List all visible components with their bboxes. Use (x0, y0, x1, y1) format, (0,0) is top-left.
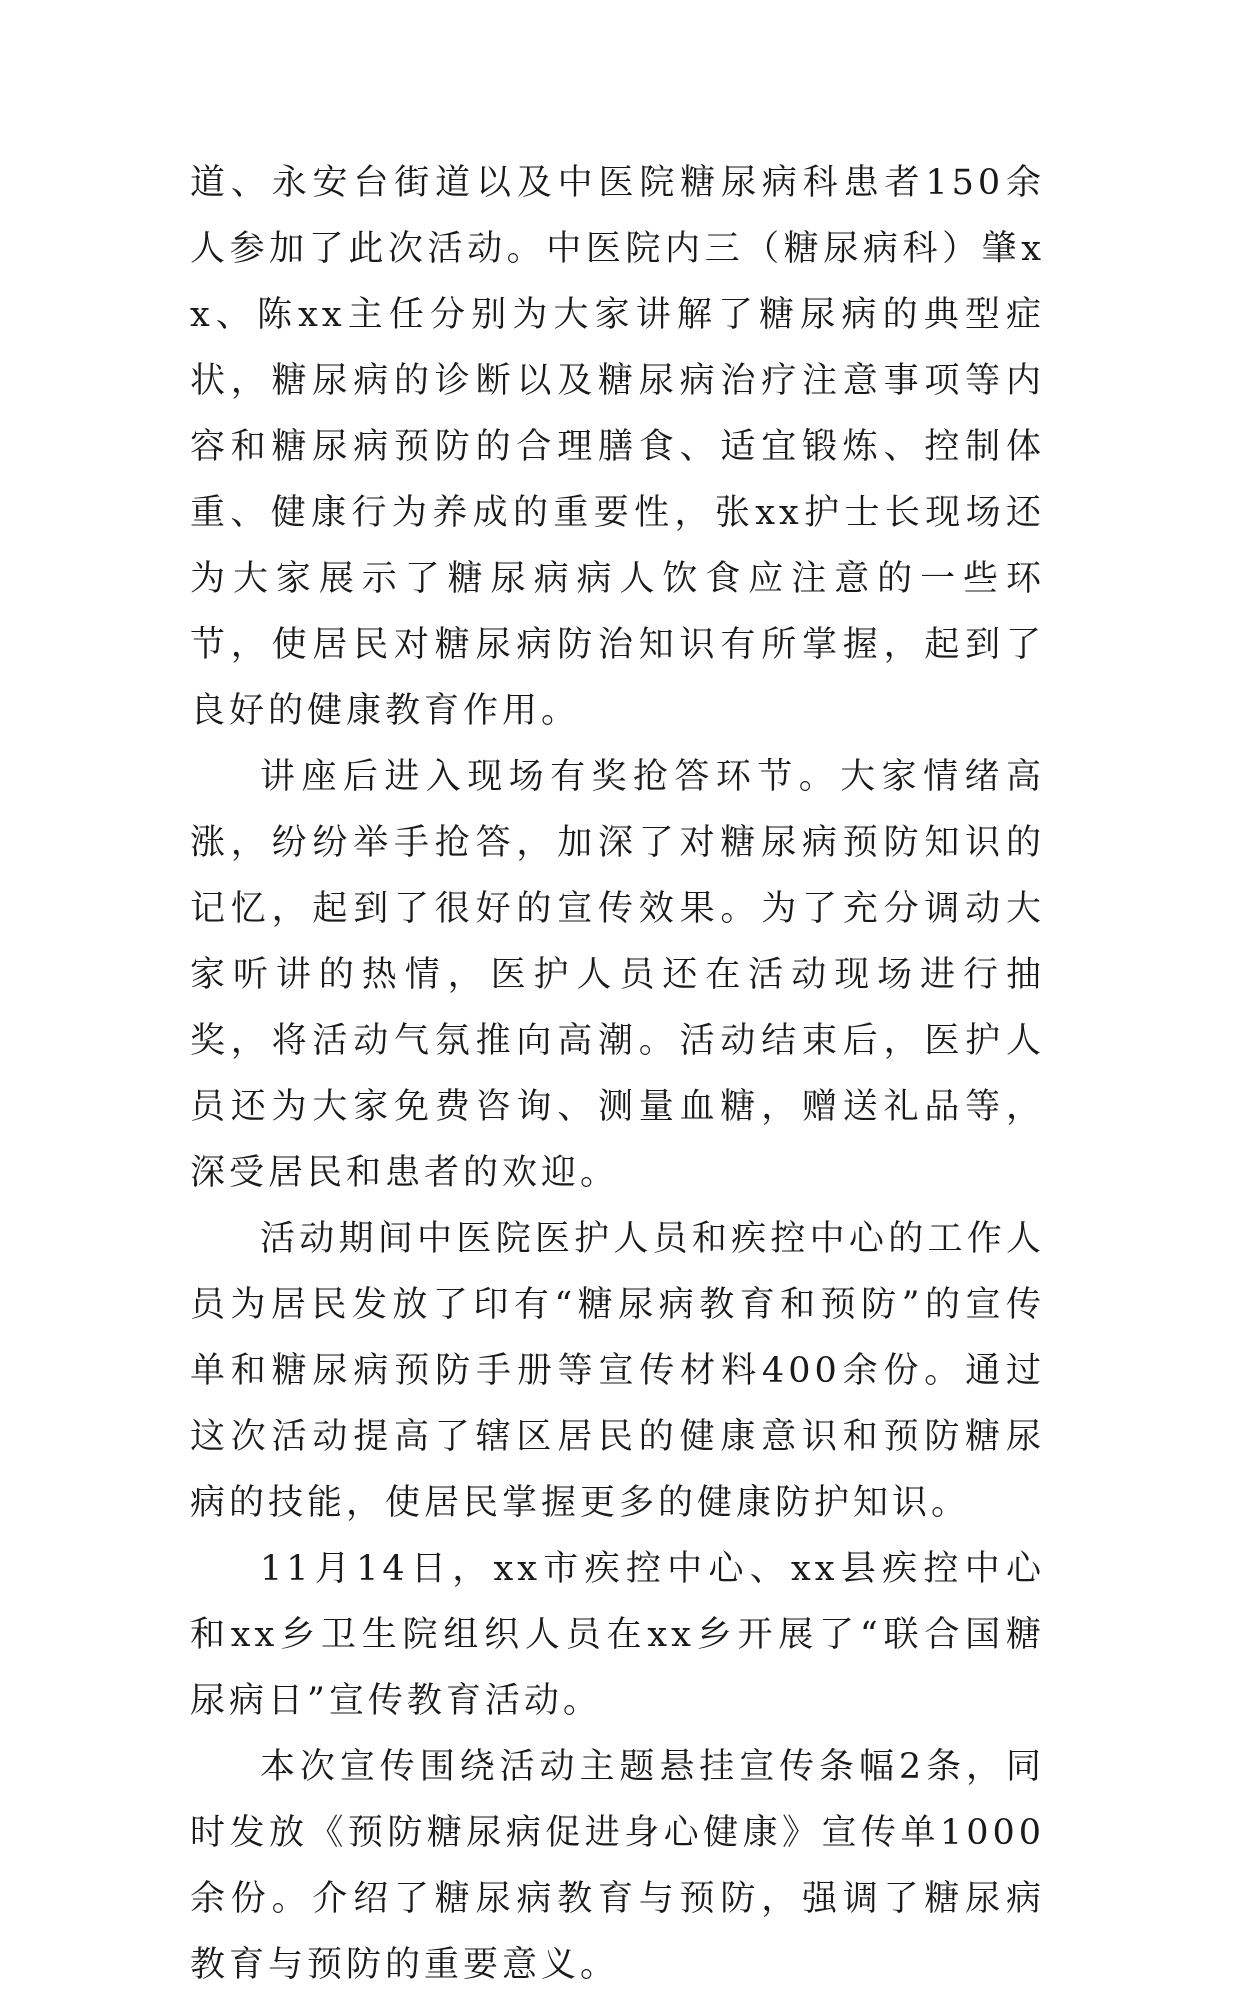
paragraph-activity-lecture: 道、永安台街道以及中医院糖尿病科患者150余人参加了此次活动。中医院内三（糖尿病科）肇xx、陈xx主任分别为大家讲解了糖尿病的典型症状，糖尿病的诊断以及糖尿病治疗注意事项等内容和糖尿病预防的合理膳食、适宜锻炼、控制体重、健康行为养成的重要性，张xx护士长现场还为大家展示了糖尿病病人饮食应注意的一些环节，使居民对糖尿病防治知识有所掌握，起到了良好的健康教育作用。 (190, 163, 1045, 731)
paragraph-quiz-session: 讲座后进入现场有奖抢答环节。大家情绪高涨，纷纷举手抢答，加深了对糖尿病预防知识的记忆，起到了很好的宣传效果。为了充分调动大家听讲的热情，医护人员还在活动现场进行抽奖，将活动气氛推向高潮。活动结束后，医护人员还为大家免费咨询、测量血糖，赠送礼品等，深受居民和患者的欢迎。 (190, 757, 1045, 1193)
paragraph-november-event: 11月14日，xx市疾控中心、xx县疾控中心和xx乡卫生院组织人员在xx乡开展了“联合国糖尿病日”宣传教育活动。 (190, 1549, 1045, 1721)
paragraph-materials-distribution: 活动期间中医院医护人员和疾控中心的工作人员为居民发放了印有“糖尿病教育和预防”的宣传单和糖尿病预防手册等宣传材料400余份。通过这次活动提高了辖区居民的健康意识和预防糖尿病的技能，使居民掌握更多的健康防护知识。 (190, 1219, 1045, 1523)
document-body (190, 150, 1045, 1998)
paragraph-banners-leaflets: 本次宣传围绕活动主题悬挂宣传条幅2条，同时发放《预防糖尿病促进身心健康》宣传单1000余份。介绍了糖尿病教育与预防，强调了糖尿病教育与预防的重要意义。 (190, 1747, 1045, 1985)
